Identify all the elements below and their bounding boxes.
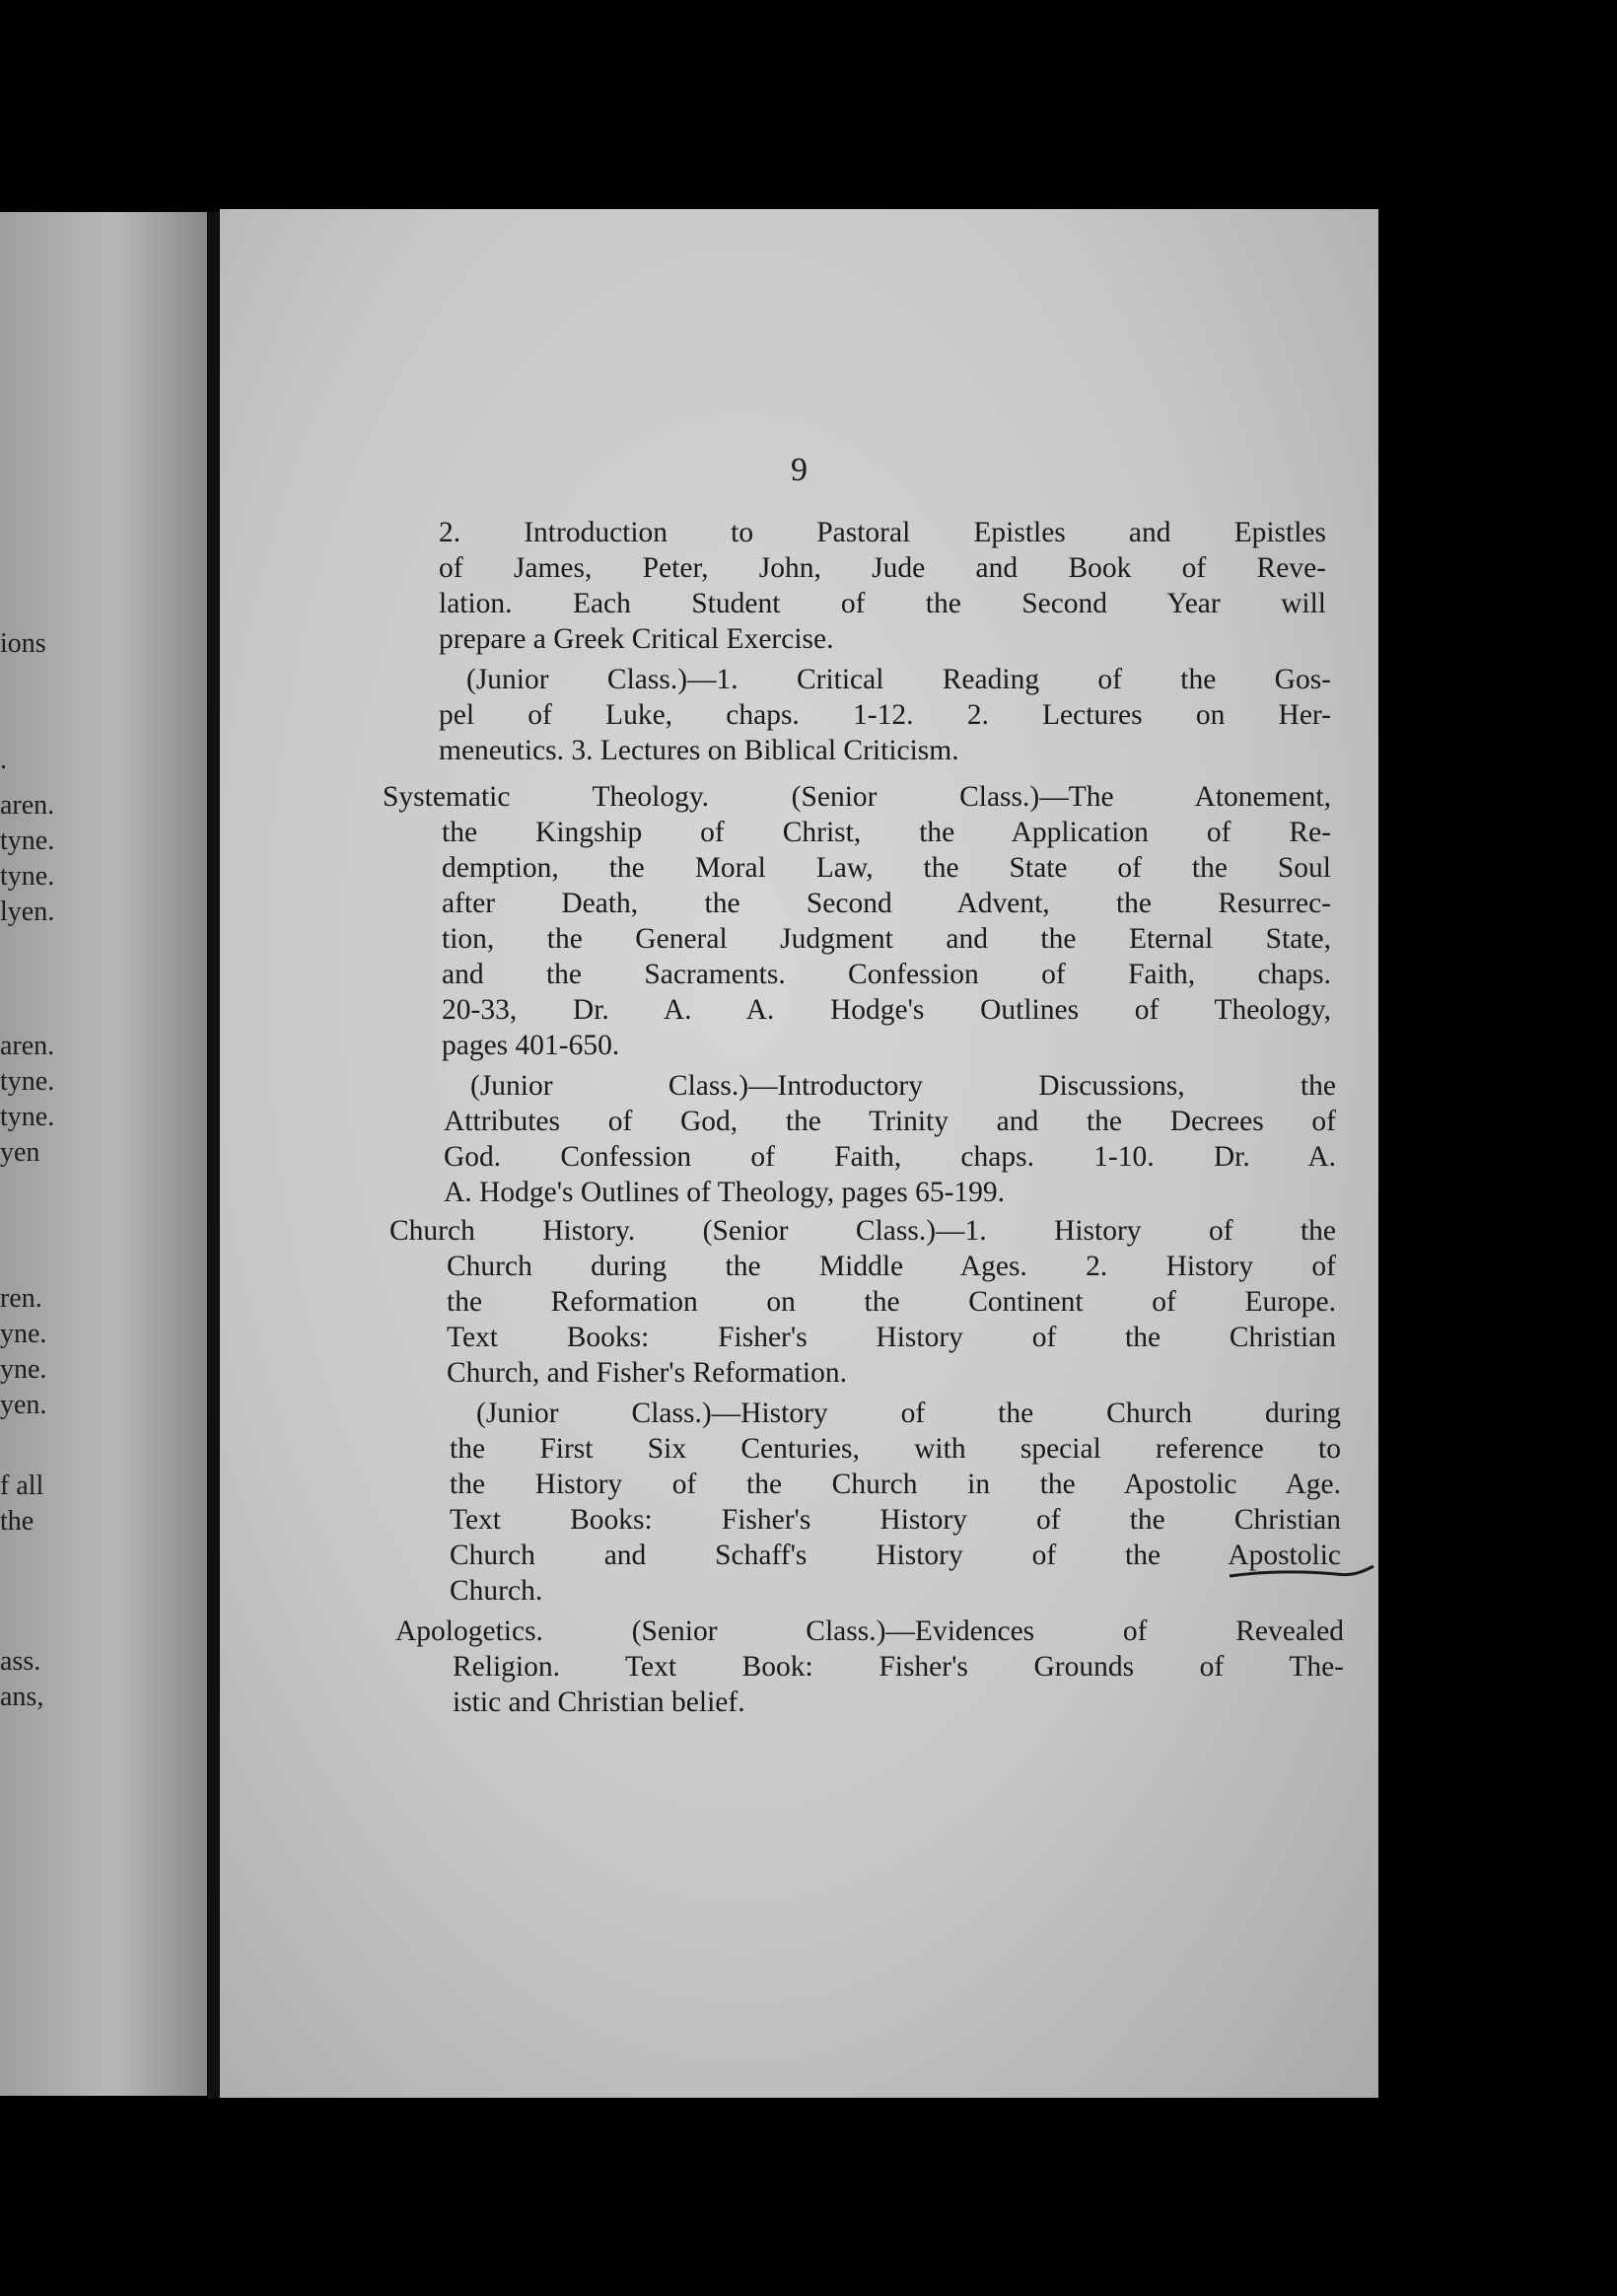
text-line: Text Books: Fisher's History of the Christian [447, 1322, 1336, 1353]
left-fragment: yen [0, 1137, 40, 1168]
text-line: A. Hodge's Outlines of Theology, pages 65-199. [444, 1177, 1006, 1208]
text-line: and the Sacraments. Confession of Faith, chaps. [442, 959, 1331, 990]
text-line: after Death, the Second Advent, the Resurrec- [442, 888, 1331, 919]
text-line: the First Six Centuries, with special reference to [450, 1433, 1341, 1465]
text-line: Text Books: Fisher's History of the Christian [450, 1504, 1341, 1536]
text-line: (Junior Class.)—History of the Church during [476, 1398, 1341, 1429]
left-fragment: tyne. [0, 1102, 55, 1132]
text-line: (Junior Class.)—Introductory Discussions, the [470, 1070, 1336, 1102]
left-fragment: yne. [0, 1354, 47, 1385]
text-line: lation. Each Student of the Second Year will [439, 588, 1326, 619]
text-line: (Junior Class.)—1. Critical Reading of the Gos- [466, 664, 1331, 695]
text-line: Systematic Theology. (Senior Class.)—The Atonement, [383, 781, 1331, 813]
text-line: 2. Introduction to Pastoral Epistles and Epistles [439, 517, 1326, 548]
left-fragment: . [0, 745, 7, 775]
left-page-edge [0, 212, 207, 2096]
left-fragment: ions [0, 628, 46, 659]
pen-mark [1228, 1558, 1375, 1588]
left-fragment: ass. [0, 1646, 41, 1677]
text-line: pel of Luke, chaps. 1-12. 2. Lectures on Her- [439, 699, 1331, 731]
left-fragment: tyne. [0, 825, 55, 856]
text-line: God. Confession of Faith, chaps. 1-10. Dr. A. [444, 1141, 1336, 1173]
text-line: Church during the Middle Ages. 2. History of [447, 1251, 1336, 1282]
text-line: of James, Peter, John, Jude and Book of Reve- [439, 552, 1326, 584]
text-line: istic and Christian belief. [453, 1686, 745, 1718]
text-line: Church, and Fisher's Reformation. [447, 1357, 847, 1389]
text-line: Attributes of God, the Trinity and the Decrees of [444, 1106, 1336, 1137]
text-line: Apologetics. (Senior Class.)—Evidences of Revealed [395, 1615, 1344, 1647]
text-line: Church History. (Senior Class.)—1. History of the [389, 1215, 1336, 1247]
left-fragment: aren. [0, 1031, 55, 1061]
text-line: the History of the Church in the Apostolic Age. [450, 1469, 1341, 1500]
text-line: Church and Schaff's History of the Apostolic [450, 1540, 1341, 1571]
text-line: meneutics. 3. Lectures on Biblical Criticism. [439, 735, 959, 766]
left-fragment: tyne. [0, 861, 55, 892]
left-fragment: the [0, 1506, 35, 1537]
text-line: the Reformation on the Continent of Europe. [447, 1286, 1336, 1318]
left-fragment: yne. [0, 1319, 47, 1349]
left-fragment: tyne. [0, 1066, 55, 1097]
text-line: tion, the General Judgment and the Eternal State, [442, 923, 1331, 955]
left-fragment: ans, [0, 1682, 44, 1712]
left-fragment: aren. [0, 790, 55, 821]
left-fragment: lyen. [0, 897, 55, 927]
left-fragment: ren. [0, 1283, 42, 1314]
text-line: prepare a Greek Critical Exercise. [439, 623, 834, 655]
left-fragment: yen. [0, 1390, 47, 1420]
text-line: 20-33, Dr. A. A. Hodge's Outlines of Theology, [442, 994, 1331, 1026]
page [220, 209, 1378, 2098]
text-line: the Kingship of Christ, the Application of Re- [442, 817, 1331, 848]
left-fragment: f all [0, 1471, 44, 1501]
text-line: demption, the Moral Law, the State of the Soul [442, 852, 1331, 884]
book-gutter [208, 212, 220, 2099]
text-line: pages 401-650. [442, 1030, 620, 1061]
page-number: 9 [791, 452, 808, 488]
text-line: Church. [450, 1575, 543, 1607]
text-line: Religion. Text Book: Fisher's Grounds of The- [453, 1651, 1344, 1683]
